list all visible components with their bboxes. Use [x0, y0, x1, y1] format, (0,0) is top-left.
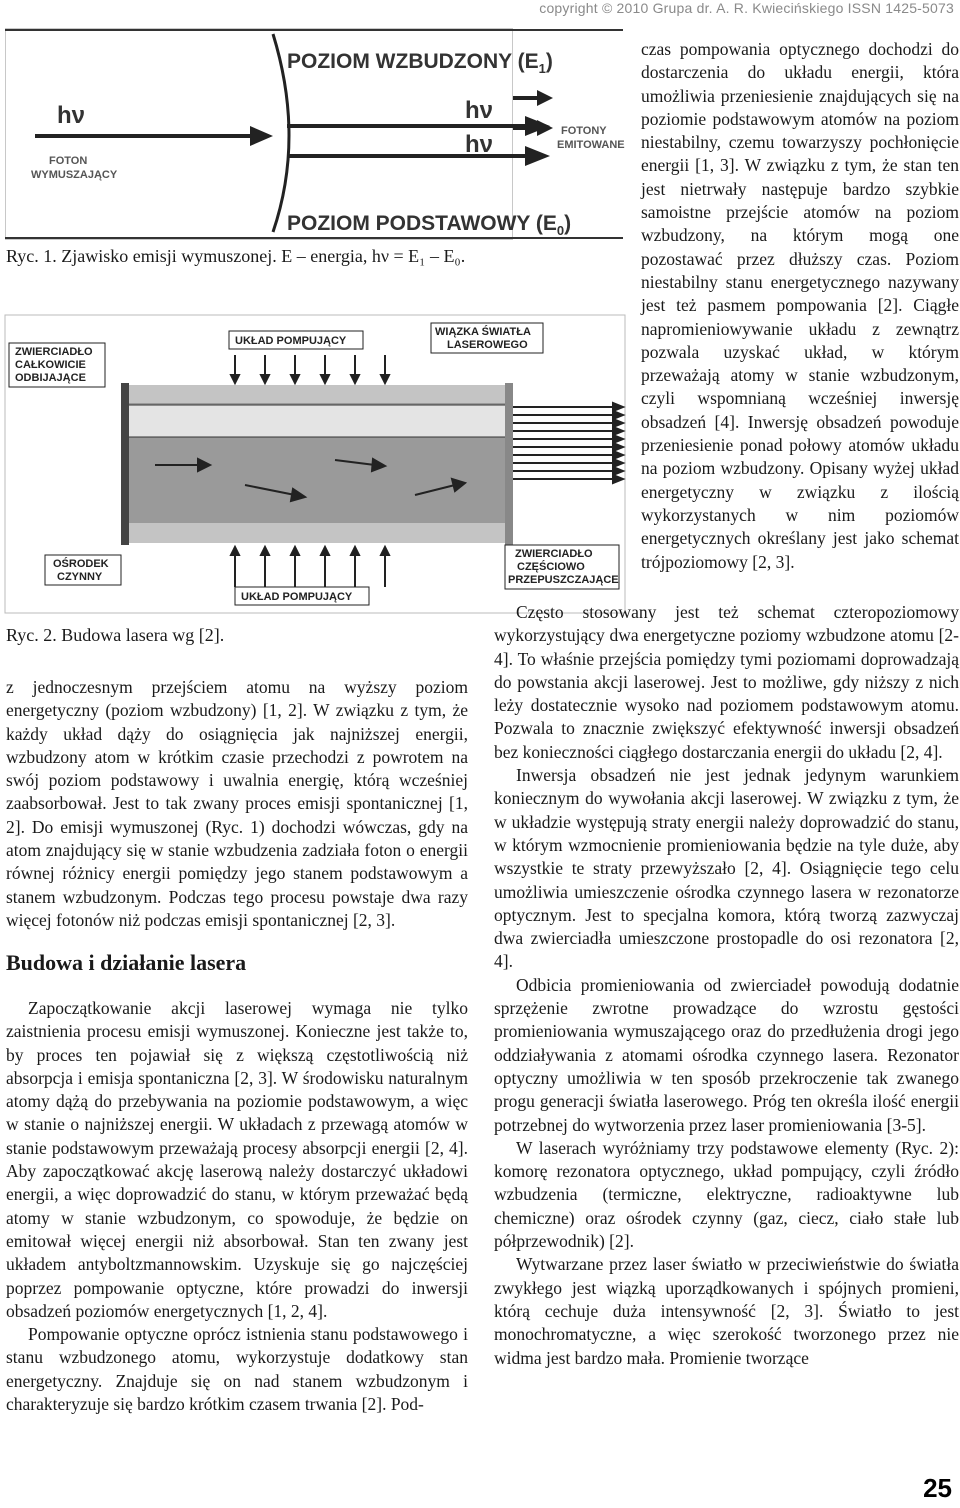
full-mirror-label-line-1: ZWIERCIADŁO: [15, 346, 93, 358]
stimulating-photon-label-line-1: FOTON: [49, 155, 88, 167]
pump-bottom-label: UKŁAD POMPUJĄCY: [241, 591, 353, 603]
beam-label-line-1: WIĄZKA ŚWIATŁA: [435, 326, 531, 338]
paragraph: W laserach wyróżniamy trzy podstawowe elementy (Ryc. 2): komorę rezonatora optycznego, układ pompujący, czyli źródło wzbudzenia (termiczne, elektryczne, radioaktywne lub chemiczne) oraz ośrodek czynny (gaz, ciecz, ciało stałe lub półprzewodnik) [2].: [494, 1137, 959, 1252]
partial-mirror-label-line-2: CZĘŚCIOWO: [517, 561, 585, 573]
paragraph: Często stosowany jest też schemat czteropoziomowy wykorzystujący dwa energetyczne poziomy wzbudzone atomu [2-4]. To właśnie przejścia pomiędzy tymi poziomami doprowadzają do powstania akcji laserowej. Jest to możliwe, gdy niższy z nich leży dostatecznie wysoko nad poziomem podstawowym atomu. Pozwala to znacznie zwiększyć efektywność inwersji obsadzeń bez konieczności ciągłego dostarczania energii do układu [2, 4].: [494, 602, 959, 762]
paragraph: z jednoczesnym przejściem atomu na wyższy poziom energetyczny (poziom wzbudzony) [1, 2]. W związku z tym, że każdy układ dąży do osiągnięcia jak najniższej energii, wzbudzony atom w krótkim czasie przechodzi z powrotem na swój poziom podstawowy i uwalnia energię, którą wcześniej zaabsorbował. Jest to tak zwany proces emisji spontanicznej [1, 2]. Do emisji wymuszonej (Ryc. 1) dochodzi wówczas, gdy na atom znajdujący się w stanie wzbudzenia zadziała foton o energii równej różnicy energii pomiędzy jego stanem podstawowym a stanem wzbudzonym. Podczas tego procesu powstaje dwa razy więcej fotonów niż podczas emisji spontanicznej [2, 3].: [6, 677, 468, 930]
emitted-photons-label-line-1: FOTONY: [561, 125, 607, 137]
paragraph: Zapoczątkowanie akcji laserowej wymaga nie tylko zaistnienia procesu emisji wymuszonej. Konieczne jest także to, by proces ten pojawiał się z większą częstotliwością niż absorpcja i emisja spontaniczna [2, 3]. W środowisku naturalnym atomy dążą do przebywania na poziomie podstawowym, a więc w stanie o najniższej energii. W układach z przewagą atomów w stanie podstawowym przeważają procesy absorpcji energii [2, 4]. Aby zapoczątkować akcję laserową należy dostarczyć układowi energii, a więc doprowadzić do stanu, w którym przeważać będą atomy w stanie wzbudzonym, co spowoduje, że będzie on emitował więcej energii niż absorbował. Stan ten zwany jest układem antyboltzmannowskim. Uzyskuje się go najczęściej poprzez pompowanie optyczne, które prowadzi do inwersji obsadzeń poziomów energetycznych [1, 2, 4].: [6, 998, 468, 1321]
figure-2-caption: Ryc. 2. Budowa lasera wg [2].: [6, 625, 225, 645]
pump-top-label: UKŁAD POMPUJĄCY: [235, 335, 347, 347]
paragraph: Wytwarzane przez laser światło w przeciwieństwie do światła zwykłego jest wiązką uporządkowanych i spójnych promieni, którą cechuje duża intensywność [2, 3]. Światło to jest monochromatyczne, a więc szerokość tworzonego przez nie widma jest bardzo mała. Promienie tworzące: [494, 1254, 959, 1368]
partial-mirror-label-line-3: PRZEPUSZCZAJĄCE: [508, 574, 619, 586]
paragraph: czas pompowania optycznego dochodzi do dostarczenia do układu energii, która umożliwia przeniesienie znajdujących się na poziomie podstawowym atomów na poziom niestabilny, czemu towarzyszy pochłonięcie energii [1, 3]. W związku z tym, że stan ten jest nietrwały następuje bardzo szybkie samoistne przejście atomów na poziom wzbudzony, na którym mogą one pozostawać przez dłuższy czas. Poziom niestabilny stanu energetycznego nazywany jest też pasmem pompowania [2]. Ciągłe napromieniowywanie układu z zewnątrz pozwala uzyskać układ, w którym przeważają atomy w stanie wzbudzonym, czyli wspomnianą wcześniej inwersję obsadzeń [4]. Inwersję obsadzeń powoduje przeniesienie ponad połowy atomów układu na poziom wzbudzony. Opisany wyżej układ energetyczny w związku z ilością wykorzystanych w nim poziomów energetycznych określany jest jako schemat trójpoziomowy [2, 3].: [641, 39, 959, 572]
hv-emitted-label-1: hν: [465, 97, 494, 124]
paragraph: Odbicia promieniowania od zwierciadeł powodują dodatnie sprzężenie zwrotne prowadzące do wzrostu gęstości promieniowania wymuszającego oraz do przedłużenia drogi jego oddziaływania z atomami ośrodka czynnego lasera. Rezonator optyczny umożliwia w ten sposób przekroczenie tak zwanego progu generacji światła laserowego. Próg ten określa ilość energii potrzebnej do wytworzenia przez laser promieniowania [3-5].: [494, 974, 959, 1135]
copyright-header: copyright © 2010 Grupa dr. A. R. Kwiecińskiego ISSN 1425-5073: [539, 0, 954, 16]
emitted-photons-label-line-2: EMITOWANE: [557, 139, 625, 151]
active-medium-label-line-2: CZYNNY: [57, 571, 103, 583]
beam-label-line-2: LASEROWEGO: [447, 339, 528, 351]
left-column-text-2: [6, 997, 468, 1416]
stimulating-photon-label-line-2: WYMUSZAJĄCY: [31, 169, 118, 181]
ground-level-label: POZIOM PODSTAWOWY $(E_0)$: [287, 212, 572, 238]
full-mirror-label-line-3: ODBIJAJĄCE: [15, 372, 86, 384]
figure-1-right-part: [513, 28, 623, 240]
figure-1-diagram: [5, 28, 572, 240]
section-heading: Budowa i działanie lasera: [6, 950, 247, 975]
right-column-text-upper: [641, 38, 959, 574]
page-number: 25: [923, 1473, 952, 1503]
partial-mirror-label-line-1: ZWIERCIADŁO: [515, 548, 593, 560]
excited-level-label: POZIOM WZBUDZONY $(E_1)$: [287, 50, 553, 76]
paragraph: Inwersja obsadzeń nie jest jednak jedynym warunkiem koniecznym do wywołania akcji laserowej. W związku z tym, że w układzie występują straty energii należy doprowadzić do stanu, w którym wzmocnienie promieniowania będzie na tyle duże, aby wszystkie te straty przewyższało [2, 4]. Osiągnięcie tego celu umożliwia umieszczenie ośrodka czynnego lasera w rezonatorze optycznym. Jest to specjalna komora, którą tworzą zazwyczaj dwa zwierciadła umieszczone prostopadle do osi rezonatora [2, 4].: [494, 765, 959, 972]
figure-1-stimulated-emission: [5, 28, 572, 240]
figure-1-caption: Ryc. 1. Zjawisko emisji wymuszonej. E – energia, hν = E₁ – E₀.: [6, 246, 466, 266]
active-medium-label-line-1: OŚRODEK: [53, 558, 109, 570]
full-mirror-label-line-2: CAŁKOWICIE: [15, 359, 86, 371]
right-column-text-lower: [494, 601, 959, 1370]
figure-2-diagram: [5, 315, 625, 613]
hv-incoming-label: hν: [57, 102, 86, 129]
left-column-text-1: [6, 676, 468, 932]
figure-2-laser-structure: [5, 315, 625, 613]
hv-emitted-label-2: hν: [465, 131, 494, 158]
paragraph: Pompowanie optyczne oprócz istnienia stanu podstawowego i stanu wzbudzonego atomu, wykorzystuje dodatkowy stan energetyczny. Znajduje się on nad stanem wzbudzonym i charakteryzuje się bardzo krótkim czasem trwania [2]. Pod-: [6, 1324, 468, 1415]
